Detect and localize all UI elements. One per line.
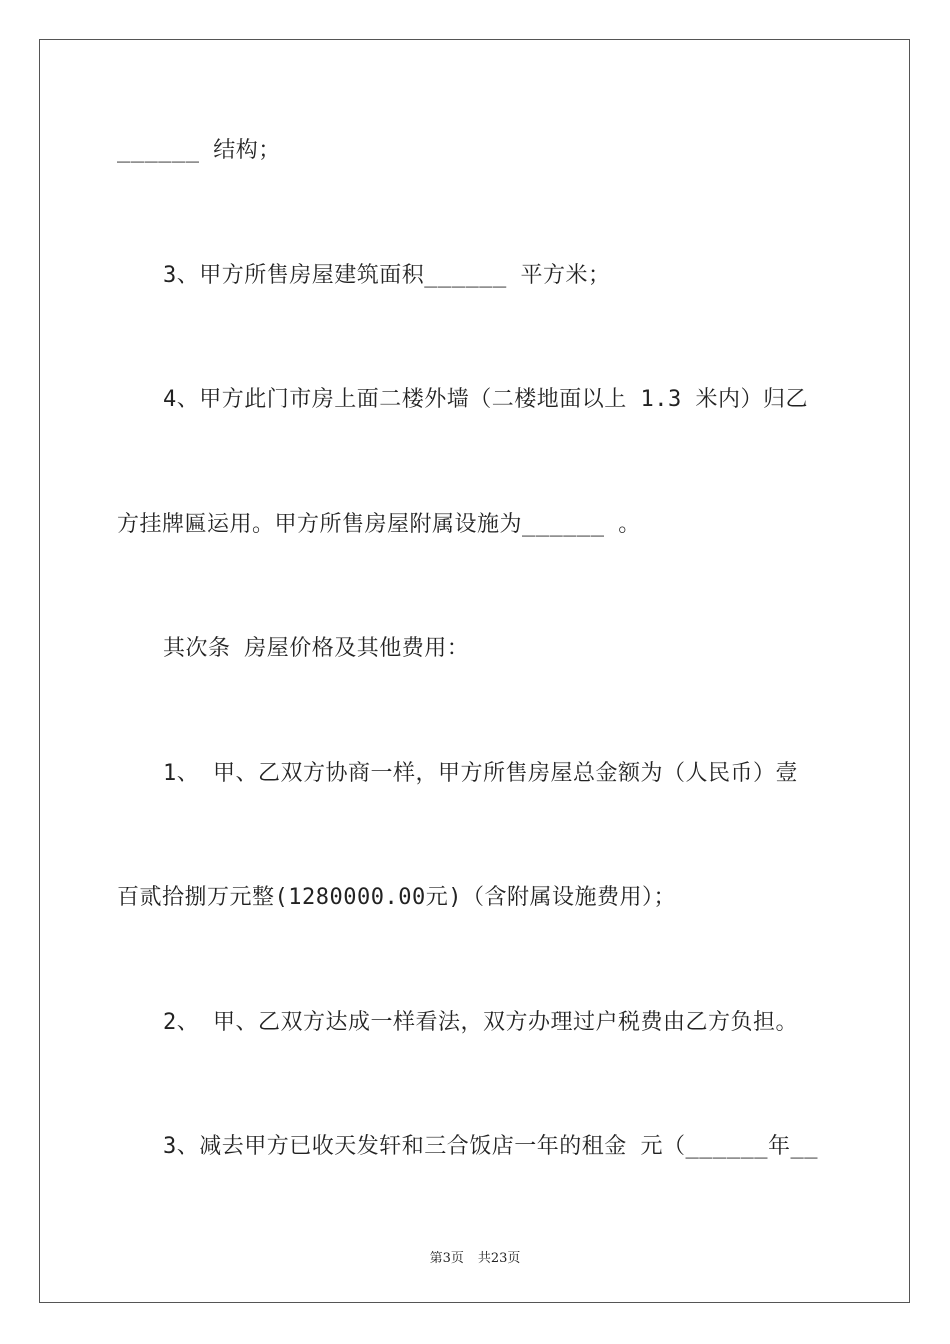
text-line-amount-value: 百贰拾捌万元整(1280000.00元)（含附属设施费用）； [117, 885, 676, 910]
text-line-area: 3、甲方所售房屋建筑面积______ 平方米； [163, 263, 611, 288]
section-heading-price: 其次条 房屋价格及其他费用： [163, 636, 470, 661]
text-line-total-amount: 1、 甲、乙双方协商一样，甲方所售房屋总金额为（人民币）壹 [163, 761, 798, 786]
text-line-rent: 3、减去甲方已收天发轩和三合饭店一年的租金 元（______年__ [163, 1134, 818, 1159]
page-footer [0, 1247, 950, 1266]
text-line-facilities: 方挂牌匾运用。甲方所售房屋附属设施为______ 。 [117, 512, 641, 537]
text-line-structure: ______ 结构； [117, 138, 281, 163]
text-line-wall: 4、甲方此门市房上面二楼外墙（二楼地面以上 1.3 米内）归乙 [163, 387, 808, 412]
text-line-tax: 2、 甲、乙双方达成一样看法，双方办理过户税费由乙方负担。 [163, 1010, 798, 1035]
page-border [39, 39, 910, 1303]
total-pages: 共23页 [477, 1251, 521, 1266]
current-page-number: 第3页 [429, 1251, 464, 1266]
